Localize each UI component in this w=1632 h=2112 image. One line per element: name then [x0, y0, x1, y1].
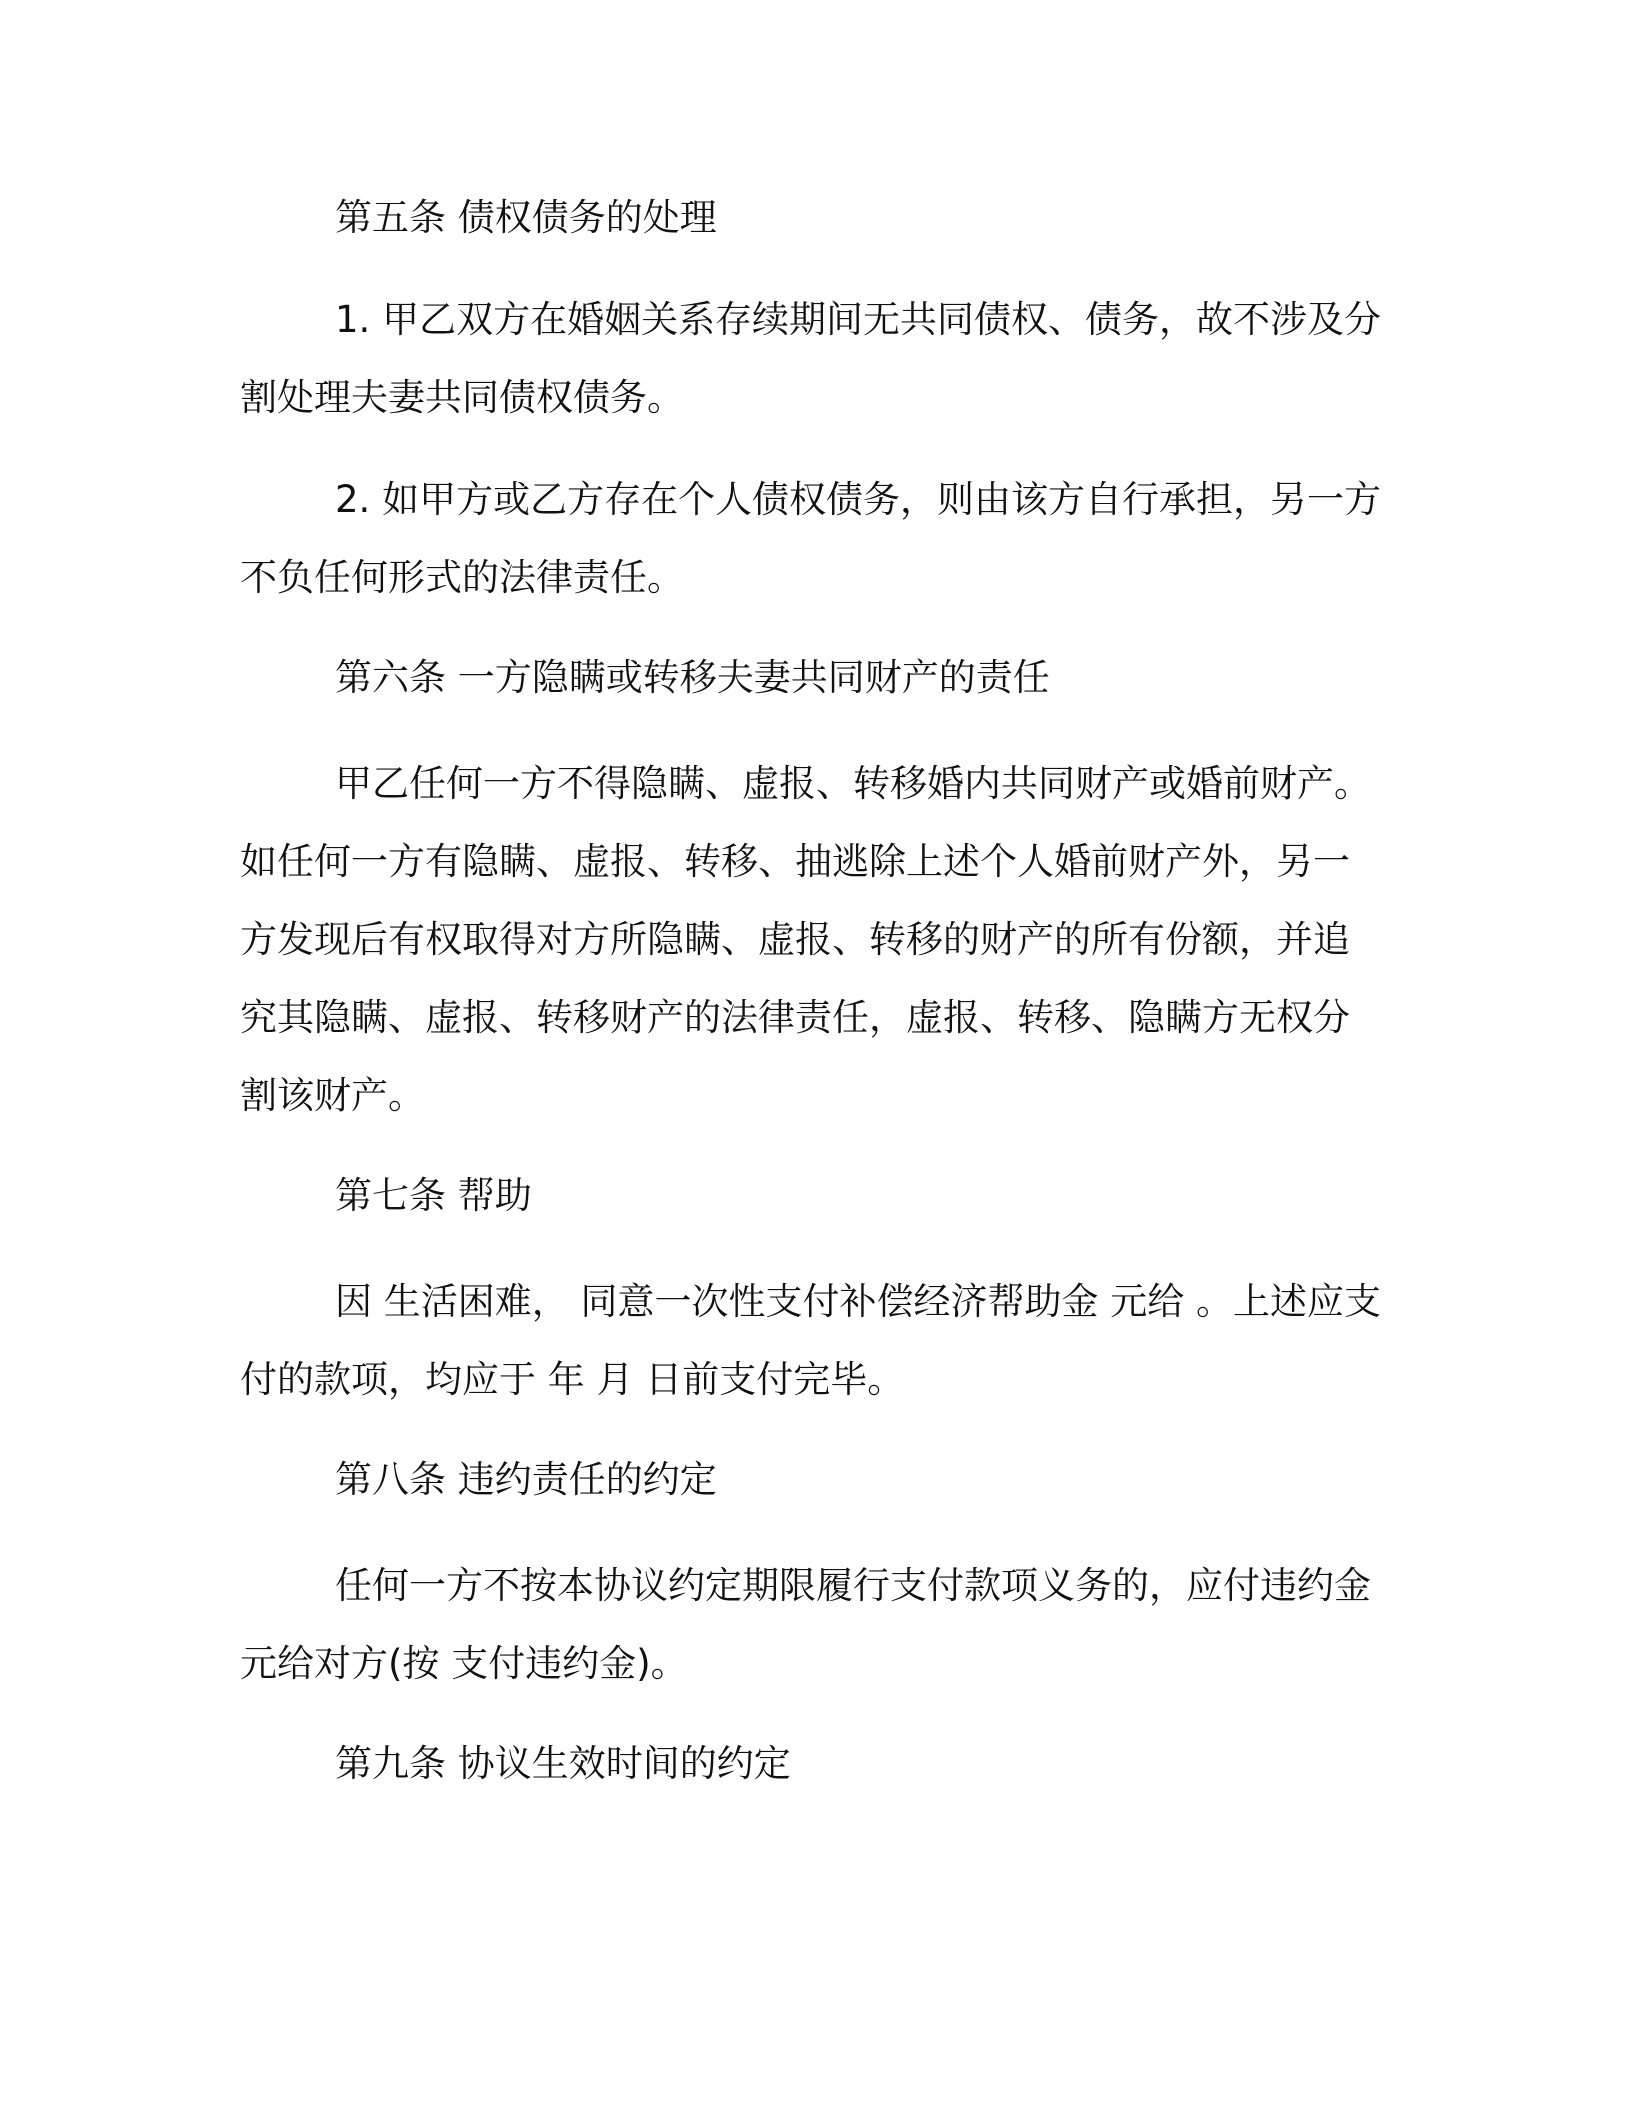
- article7-paragraph-line2: 付的款项，均应于 年 月 日前支付完毕。: [240, 1358, 905, 1401]
- article8-paragraph-line1: 任何一方不按本协议约定期限履行支付款项义务的，应付违约金: [335, 1564, 1371, 1607]
- article6-paragraph-line1: 甲乙任何一方不得隐瞒、虚报、转移婚内共同财产或婚前财产。: [335, 762, 1371, 805]
- article7-heading: 第七条 帮助: [335, 1174, 532, 1217]
- article8-paragraph-line2: 元给对方(按 支付违约金)。: [240, 1642, 688, 1685]
- article6-paragraph-line4: 究其隐瞒、虚报、转移财产的法律责任，虚报、转移、隐瞒方无权分: [240, 996, 1350, 1039]
- article5-item1-line1: 1. 甲乙双方在婚姻关系存续期间无共同债权、债务，故不涉及分: [335, 298, 1382, 341]
- article6-paragraph-line2: 如任何一方有隐瞒、虚报、转移、抽逃除上述个人婚前财产外，另一: [240, 840, 1350, 883]
- article6-heading: 第六条 一方隐瞒或转移夫妻共同财产的责任: [335, 656, 1050, 699]
- article5-heading: 第五条 债权债务的处理: [335, 196, 717, 239]
- article5-item2-line1: 2. 如甲方或乙方存在个人债权债务，则由该方自行承担，另一方: [335, 478, 1382, 521]
- article9-heading: 第九条 协议生效时间的约定: [335, 1742, 791, 1785]
- article8-heading: 第八条 违约责任的约定: [335, 1458, 717, 1501]
- article6-paragraph-line5: 割该财产。: [240, 1074, 425, 1117]
- article5-item2-line2: 不负任何形式的法律责任。: [240, 556, 684, 599]
- article6-paragraph-line3: 方发现后有权取得对方所隐瞒、虚报、转移的财产的所有份额，并追: [240, 918, 1350, 961]
- article7-paragraph-line1: 因 生活困难， 同意一次性支付补偿经济帮助金 元给 。上述应支: [335, 1280, 1382, 1323]
- article5-item1-line2: 割处理夫妻共同债权债务。: [240, 376, 684, 419]
